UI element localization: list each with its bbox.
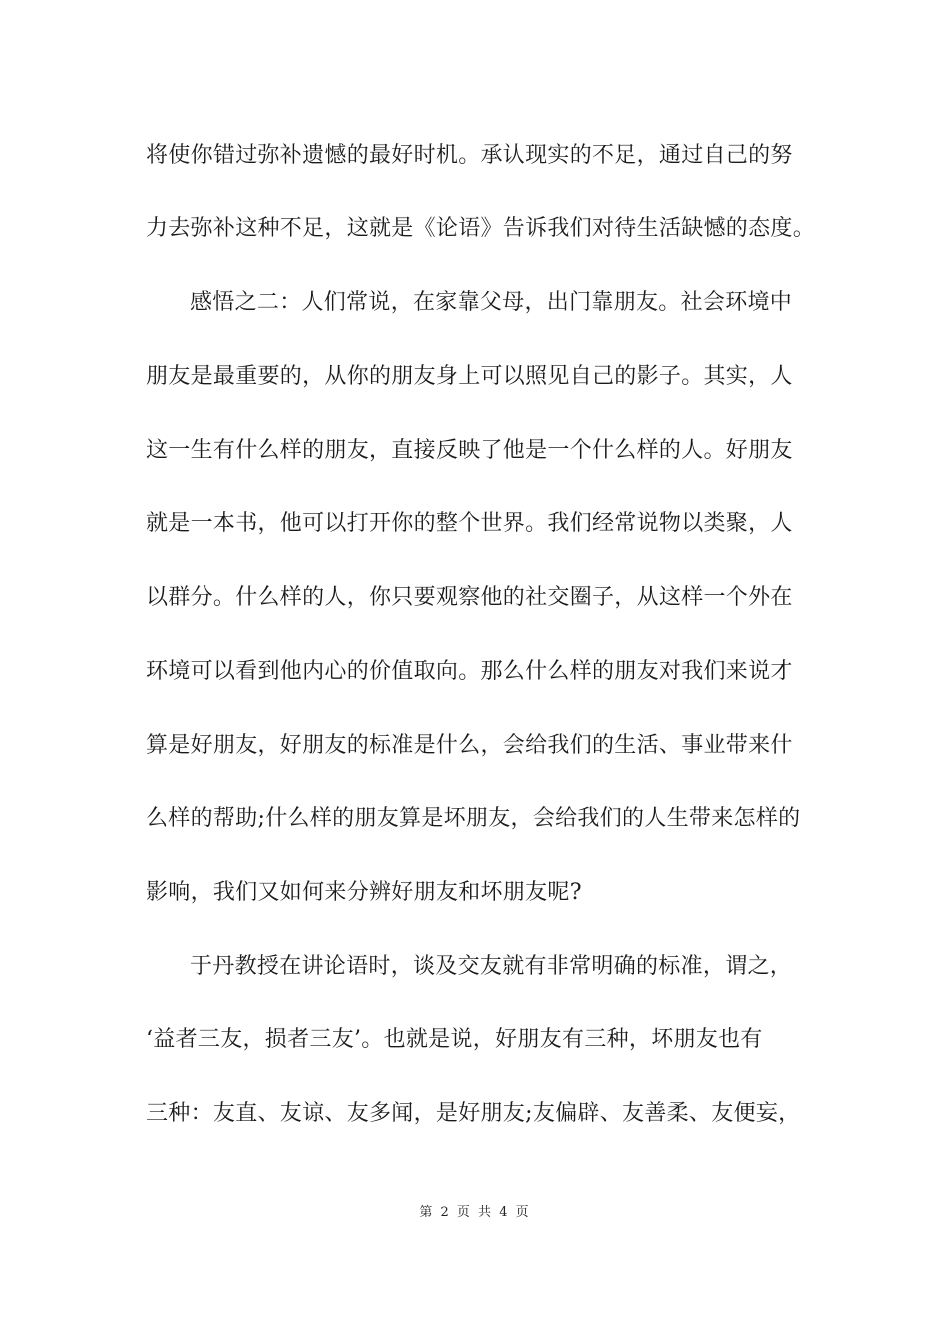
text-line-4: 朋友是最重要的，从你的朋友身上可以照见自己的影子。其实，人 [146,364,793,389]
text-line-10: 么样的帮助;什么样的朋友算是坏朋友，会给我们的人生带来怎样的 [146,806,801,831]
text-line-3: 感悟之二：人们常说，在家靠父母，出门靠朋友。社会环境中 [190,290,793,315]
text-line-14: 三种：友直、友谅、友多闻，是好朋友;友偏辟、友善柔、友便妄， [146,1101,801,1126]
text-line-2: 力去弥补这种不足，这就是《论语》告诉我们对待生活缺憾的态度。 [146,216,816,241]
page-number-footer: 第 2 页 共 4 页 [419,1205,531,1220]
text-line-7: 以群分。什么样的人，你只要观察他的社交圈子，从这样一个外在 [146,585,793,610]
text-line-8: 环境可以看到他内心的价值取向。那么什么样的朋友对我们来说才 [146,659,793,684]
text-line-13: ‘益者三友，损者三友’。也就是说，好朋友有三种，坏朋友也有 [146,1027,763,1052]
text-line-1: 将使你错过弥补遗憾的最好时机。承认现实的不足，通过自己的努 [146,143,793,168]
text-line-12: 于丹教授在讲论语时，谈及交友就有非常明确的标准，谓之， [190,954,793,979]
text-line-6: 就是一本书，他可以打开你的整个世界。我们经常说物以类聚，人 [146,511,793,536]
text-line-5: 这一生有什么样的朋友，直接反映了他是一个什么样的人。好朋友 [146,438,793,463]
text-line-11: 影响，我们又如何来分辨好朋友和坏朋友呢? [146,880,582,905]
text-line-9: 算是好朋友，好朋友的标准是什么，会给我们的生活、事业带来什 [146,733,793,758]
